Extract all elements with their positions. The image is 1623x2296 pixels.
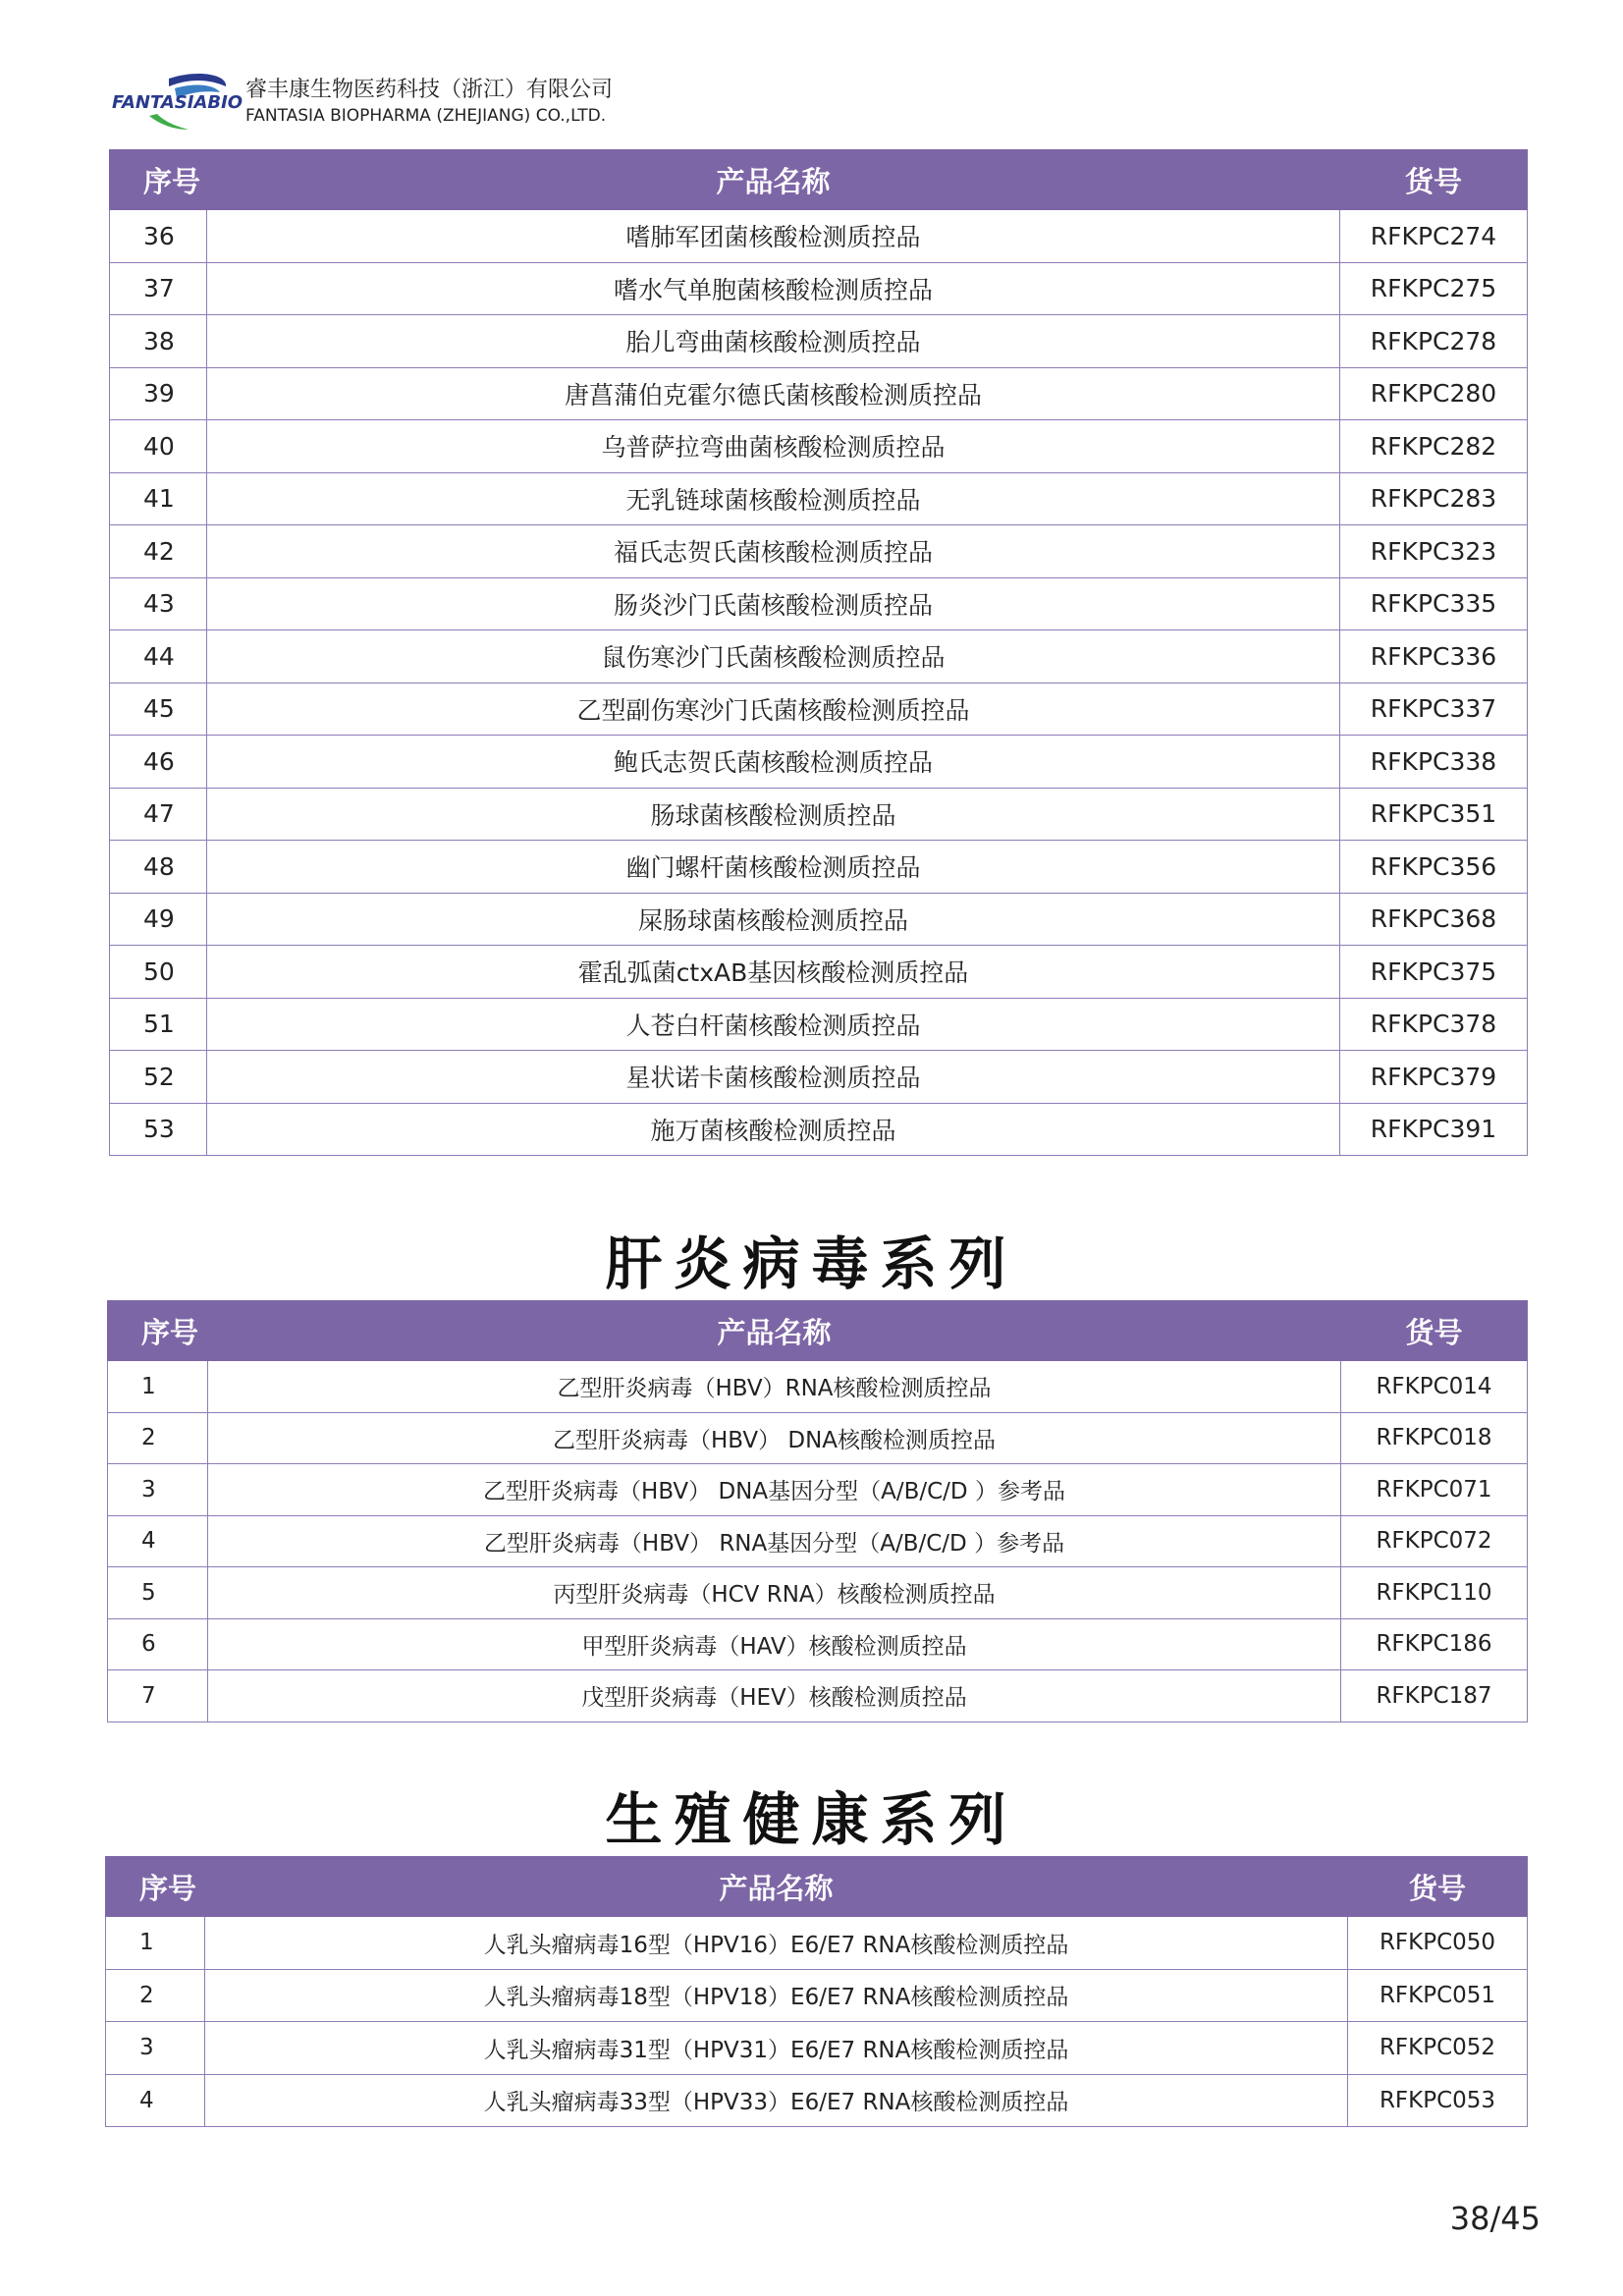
column-header-code: 货号 bbox=[1348, 1857, 1528, 1917]
row-number: 3 bbox=[108, 1464, 208, 1516]
product-code: RFKPC336 bbox=[1340, 630, 1528, 683]
product-name: 乙型肝炎病毒（HBV） DNA基因分型（A/B/C/D ）参考品 bbox=[208, 1464, 1341, 1516]
column-header-name: 产品名称 bbox=[208, 1301, 1341, 1361]
table-row bbox=[108, 1618, 1528, 1670]
row-number: 6 bbox=[108, 1618, 208, 1670]
product-name: 乙型肝炎病毒（HBV） DNA核酸检测质控品 bbox=[208, 1412, 1341, 1464]
row-number: 53 bbox=[110, 1103, 207, 1156]
product-code: RFKPC278 bbox=[1340, 315, 1528, 368]
column-header-name: 产品名称 bbox=[205, 1857, 1348, 1917]
table-row bbox=[110, 262, 1528, 315]
product-code: RFKPC072 bbox=[1341, 1515, 1528, 1567]
product-code: RFKPC018 bbox=[1341, 1412, 1528, 1464]
product-code: RFKPC052 bbox=[1348, 2022, 1528, 2075]
product-code: RFKPC071 bbox=[1341, 1464, 1528, 1516]
product-name: 丙型肝炎病毒（HCV RNA）核酸检测质控品 bbox=[208, 1567, 1341, 1619]
row-number: 43 bbox=[110, 577, 207, 630]
product-code: RFKPC014 bbox=[1341, 1361, 1528, 1413]
row-number: 52 bbox=[110, 1051, 207, 1104]
table-row bbox=[110, 367, 1528, 420]
section-title-reproductive: 生殖健康系列 bbox=[605, 1786, 1018, 1853]
product-name: 嗜肺军团菌核酸检测质控品 bbox=[207, 210, 1340, 263]
product-name: 戊型肝炎病毒（HEV）核酸检测质控品 bbox=[208, 1670, 1341, 1722]
product-code: RFKPC375 bbox=[1340, 946, 1528, 999]
row-number: 38 bbox=[110, 315, 207, 368]
product-code: RFKPC338 bbox=[1340, 736, 1528, 789]
product-code: RFKPC187 bbox=[1341, 1670, 1528, 1722]
table-row bbox=[110, 998, 1528, 1051]
product-name: 乌普萨拉弯曲菌核酸检测质控品 bbox=[207, 420, 1340, 473]
product-code: RFKPC280 bbox=[1340, 367, 1528, 420]
row-number: 4 bbox=[106, 2074, 205, 2127]
product-name: 乙型副伤寒沙门氏菌核酸检测质控品 bbox=[207, 683, 1340, 736]
row-number: 2 bbox=[108, 1412, 208, 1464]
product-name: 施万菌核酸检测质控品 bbox=[207, 1103, 1340, 1156]
column-header-code: 货号 bbox=[1341, 1301, 1528, 1361]
row-number: 51 bbox=[110, 998, 207, 1051]
table-row bbox=[106, 2074, 1528, 2127]
row-number: 1 bbox=[106, 1917, 205, 1970]
row-number: 2 bbox=[106, 1969, 205, 2022]
table-row bbox=[106, 2022, 1528, 2075]
product-name: 乙型肝炎病毒（HBV） RNA基因分型（A/B/C/D ）参考品 bbox=[208, 1515, 1341, 1567]
row-number: 45 bbox=[110, 683, 207, 736]
product-name: 人乳头瘤病毒31型（HPV31）E6/E7 RNA核酸检测质控品 bbox=[205, 2022, 1348, 2075]
table-row bbox=[108, 1515, 1528, 1567]
product-name: 乙型肝炎病毒（HBV）RNA核酸检测质控品 bbox=[208, 1361, 1341, 1413]
table-header-row bbox=[108, 1301, 1528, 1361]
table-row bbox=[110, 210, 1528, 263]
table-row bbox=[108, 1361, 1528, 1413]
row-number: 37 bbox=[110, 262, 207, 315]
product-code: RFKPC274 bbox=[1340, 210, 1528, 263]
table-row bbox=[110, 788, 1528, 841]
product-code: RFKPC050 bbox=[1348, 1917, 1528, 1970]
table-row bbox=[106, 1917, 1528, 1970]
row-number: 5 bbox=[108, 1567, 208, 1619]
product-table-bacteria bbox=[109, 149, 1528, 1156]
product-name: 胎儿弯曲菌核酸检测质控品 bbox=[207, 315, 1340, 368]
product-name: 人乳头瘤病毒33型（HPV33）E6/E7 RNA核酸检测质控品 bbox=[205, 2074, 1348, 2127]
table-row bbox=[110, 841, 1528, 894]
company-name-cn: 睿丰康生物医药科技（浙江）有限公司 bbox=[245, 78, 614, 102]
product-code: RFKPC391 bbox=[1340, 1103, 1528, 1156]
logo-wordmark: FANTASIABIO bbox=[112, 92, 243, 113]
product-code: RFKPC323 bbox=[1340, 525, 1528, 578]
column-header-num: 序号 bbox=[108, 1301, 208, 1361]
row-number: 46 bbox=[110, 736, 207, 789]
product-name: 星状诺卡菌核酸检测质控品 bbox=[207, 1051, 1340, 1104]
table-row bbox=[108, 1464, 1528, 1516]
product-code: RFKPC351 bbox=[1340, 788, 1528, 841]
company-name-en: FANTASIA BIOPHARMA (ZHEJIANG) CO.,LTD. bbox=[245, 106, 607, 126]
row-number: 4 bbox=[108, 1515, 208, 1567]
product-code: RFKPC186 bbox=[1341, 1618, 1528, 1670]
product-code: RFKPC053 bbox=[1348, 2074, 1528, 2127]
table-row bbox=[110, 315, 1528, 368]
product-table-hepatitis bbox=[107, 1300, 1528, 1722]
product-name: 肠球菌核酸检测质控品 bbox=[207, 788, 1340, 841]
column-header-code: 货号 bbox=[1340, 150, 1528, 210]
table-row bbox=[110, 736, 1528, 789]
table-row bbox=[108, 1567, 1528, 1619]
row-number: 44 bbox=[110, 630, 207, 683]
row-number: 49 bbox=[110, 893, 207, 946]
row-number: 36 bbox=[110, 210, 207, 263]
table-row bbox=[110, 577, 1528, 630]
row-number: 3 bbox=[106, 2022, 205, 2075]
page-header bbox=[110, 65, 699, 137]
product-name: 唐菖蒲伯克霍尔德氏菌核酸检测质控品 bbox=[207, 367, 1340, 420]
table-row bbox=[110, 946, 1528, 999]
product-name: 甲型肝炎病毒（HAV）核酸检测质控品 bbox=[208, 1618, 1341, 1670]
row-number: 47 bbox=[110, 788, 207, 841]
product-code: RFKPC356 bbox=[1340, 841, 1528, 894]
product-code: RFKPC379 bbox=[1340, 1051, 1528, 1104]
table-row bbox=[110, 420, 1528, 473]
table-row bbox=[110, 525, 1528, 578]
table-row bbox=[106, 1969, 1528, 2022]
product-name: 霍乱弧菌ctxAB基因核酸检测质控品 bbox=[207, 946, 1340, 999]
product-code: RFKPC110 bbox=[1341, 1567, 1528, 1619]
product-name: 人苍白杆菌核酸检测质控品 bbox=[207, 998, 1340, 1051]
product-name: 鲍氏志贺氏菌核酸检测质控品 bbox=[207, 736, 1340, 789]
product-code: RFKPC378 bbox=[1340, 998, 1528, 1051]
row-number: 41 bbox=[110, 472, 207, 525]
product-code: RFKPC368 bbox=[1340, 893, 1528, 946]
table-row bbox=[110, 893, 1528, 946]
product-code: RFKPC282 bbox=[1340, 420, 1528, 473]
row-number: 42 bbox=[110, 525, 207, 578]
table-row bbox=[110, 1103, 1528, 1156]
table-row bbox=[108, 1412, 1528, 1464]
product-name: 幽门螺杆菌核酸检测质控品 bbox=[207, 841, 1340, 894]
row-number: 39 bbox=[110, 367, 207, 420]
product-name: 福氏志贺氏菌核酸检测质控品 bbox=[207, 525, 1340, 578]
column-header-num: 序号 bbox=[110, 150, 207, 210]
product-table-reproductive bbox=[105, 1856, 1528, 2127]
product-code: RFKPC283 bbox=[1340, 472, 1528, 525]
table-row bbox=[110, 472, 1528, 525]
row-number: 1 bbox=[108, 1361, 208, 1413]
product-name: 肠炎沙门氏菌核酸检测质控品 bbox=[207, 577, 1340, 630]
section-title-hepatitis: 肝炎病毒系列 bbox=[605, 1230, 1018, 1297]
product-code: RFKPC337 bbox=[1340, 683, 1528, 736]
table-row bbox=[110, 1051, 1528, 1104]
row-number: 7 bbox=[108, 1670, 208, 1722]
table-header-row bbox=[110, 150, 1528, 210]
column-header-num: 序号 bbox=[106, 1857, 205, 1917]
row-number: 48 bbox=[110, 841, 207, 894]
product-name: 人乳头瘤病毒18型（HPV18）E6/E7 RNA核酸检测质控品 bbox=[205, 1969, 1348, 2022]
product-code: RFKPC051 bbox=[1348, 1969, 1528, 2022]
row-number: 40 bbox=[110, 420, 207, 473]
product-name: 鼠伤寒沙门氏菌核酸检测质控品 bbox=[207, 630, 1340, 683]
row-number: 50 bbox=[110, 946, 207, 999]
table-header-row bbox=[106, 1857, 1528, 1917]
product-name: 人乳头瘤病毒16型（HPV16）E6/E7 RNA核酸检测质控品 bbox=[205, 1917, 1348, 1970]
page-number: 38/45 bbox=[1449, 2200, 1541, 2237]
product-code: RFKPC335 bbox=[1340, 577, 1528, 630]
table-row bbox=[108, 1670, 1528, 1722]
column-header-name: 产品名称 bbox=[207, 150, 1340, 210]
table-row bbox=[110, 630, 1528, 683]
table-row bbox=[110, 683, 1528, 736]
product-name: 屎肠球菌核酸检测质控品 bbox=[207, 893, 1340, 946]
product-name: 嗜水气单胞菌核酸检测质控品 bbox=[207, 262, 1340, 315]
product-name: 无乳链球菌核酸检测质控品 bbox=[207, 472, 1340, 525]
product-code: RFKPC275 bbox=[1340, 262, 1528, 315]
